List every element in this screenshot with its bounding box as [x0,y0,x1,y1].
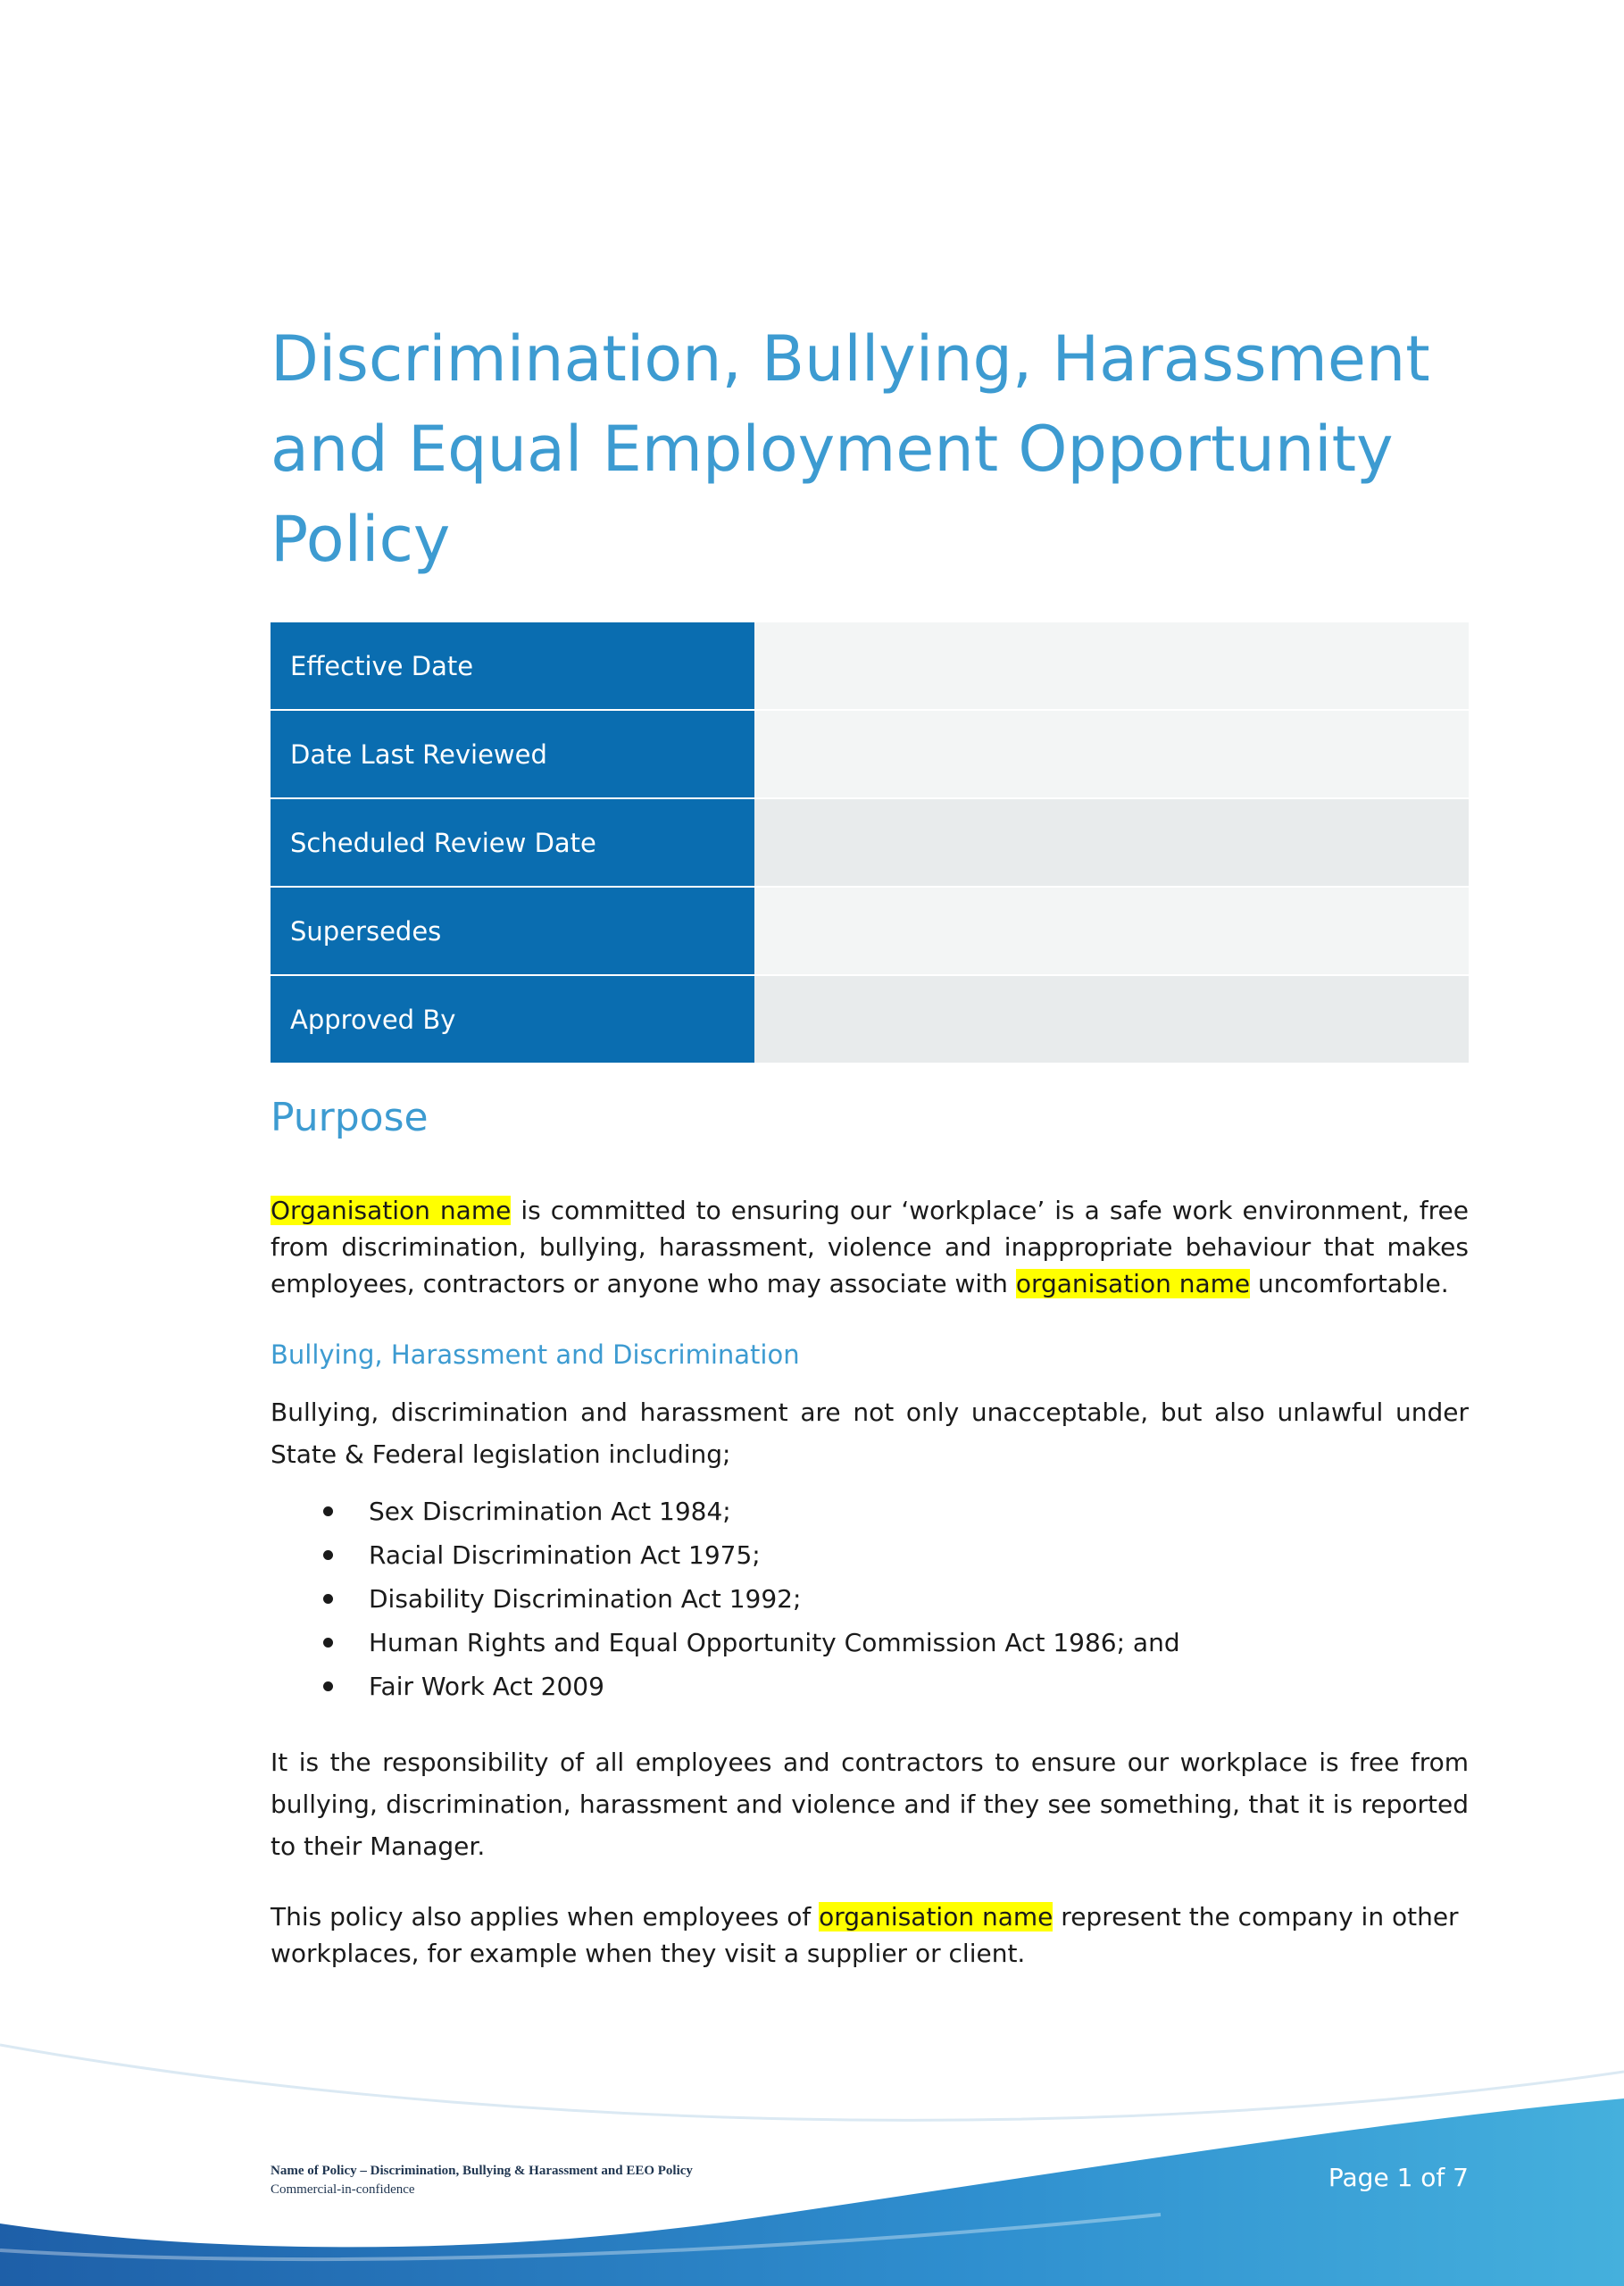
approved-by-label: Approved By [271,975,754,1063]
bullet-icon [323,1594,333,1604]
list-item [271,1577,1469,1621]
scheduled-review-date-label: Scheduled Review Date [271,798,754,887]
paragraph-text: This policy also applies when employees of [271,1902,820,1931]
list-item-text: Human Rights and Equal Opportunity Commission Act 1986; and [369,1628,1180,1657]
legislation-intro: Bullying, discrimination and harassment are not only unacceptable, but also unlawful under State & Federal legislation including; [271,1397,1469,1469]
supersedes-value [754,887,1469,975]
bullet-icon [323,1550,333,1560]
date-last-reviewed-value [754,710,1469,798]
applies-paragraph [271,1898,1469,1972]
list-item-text: Sex Discrimination Act 1984; [369,1497,731,1526]
table-row [271,710,1469,798]
paragraph-text: uncomfortable. [1250,1269,1449,1298]
document-title: Discrimination, Bullying, Harassment and Equal Employment Opportunity Policy [271,322,1430,576]
paragraph-text: is committed to ensuring our ‘workplace’ is a safe work environment, free from discrimination, bullying, harassment, violence and inappropriate behaviour that makes employees, contractors or anyone who may associate with [271,1196,1469,1298]
table-row [271,975,1469,1063]
purpose-paragraph [271,1192,1469,1302]
list-item [271,1664,1469,1708]
legislation-list [271,1489,1469,1708]
paragraph-text: represent the company in other workplaces, for example when they visit a supplier or client. [271,1902,1459,1968]
list-item [271,1533,1469,1577]
footer-confidentiality: Commercial-in-confidence [271,2182,415,2197]
footer-wave-decoration [0,2027,1624,2286]
organisation-name-placeholder: Organisation name [271,1196,512,1225]
organisation-name-placeholder: organisation name [819,1902,1054,1931]
supersedes-label: Supersedes [271,887,754,975]
purpose-heading: Purpose [271,1095,429,1140]
policy-info-table [271,622,1469,1063]
responsibility-paragraph: It is the responsibility of all employees and contractors to ensure our workplace is free from bullying, discrimination, harassment and violence and if they see something, that it is reported to their Manager. [271,1748,1469,1861]
effective-date-value [754,622,1469,710]
approved-by-value [754,975,1469,1063]
bullet-icon [323,1681,333,1691]
list-item-text: Disability Discrimination Act 1992; [369,1584,802,1614]
page-number: Page 1 of 7 [1328,2163,1469,2192]
list-item [271,1489,1469,1533]
table-row [271,798,1469,887]
date-last-reviewed-label: Date Last Reviewed [271,710,754,798]
list-item-text: Fair Work Act 2009 [369,1672,604,1701]
bullet-icon [323,1638,333,1648]
organisation-name-placeholder: organisation name [1015,1269,1251,1298]
bullet-icon [323,1506,333,1516]
scheduled-review-date-value [754,798,1469,887]
list-item [271,1621,1469,1664]
table-row [271,622,1469,710]
effective-date-label: Effective Date [271,622,754,710]
list-item-text: Racial Discrimination Act 1975; [369,1540,761,1570]
bullying-heading: Bullying, Harassment and Discrimination [271,1339,800,1370]
footer-policy-name: Name of Policy – Discrimination, Bullying & Harassment and EEO Policy [271,2164,693,2178]
table-row [271,887,1469,975]
footer-info [271,2161,693,2198]
